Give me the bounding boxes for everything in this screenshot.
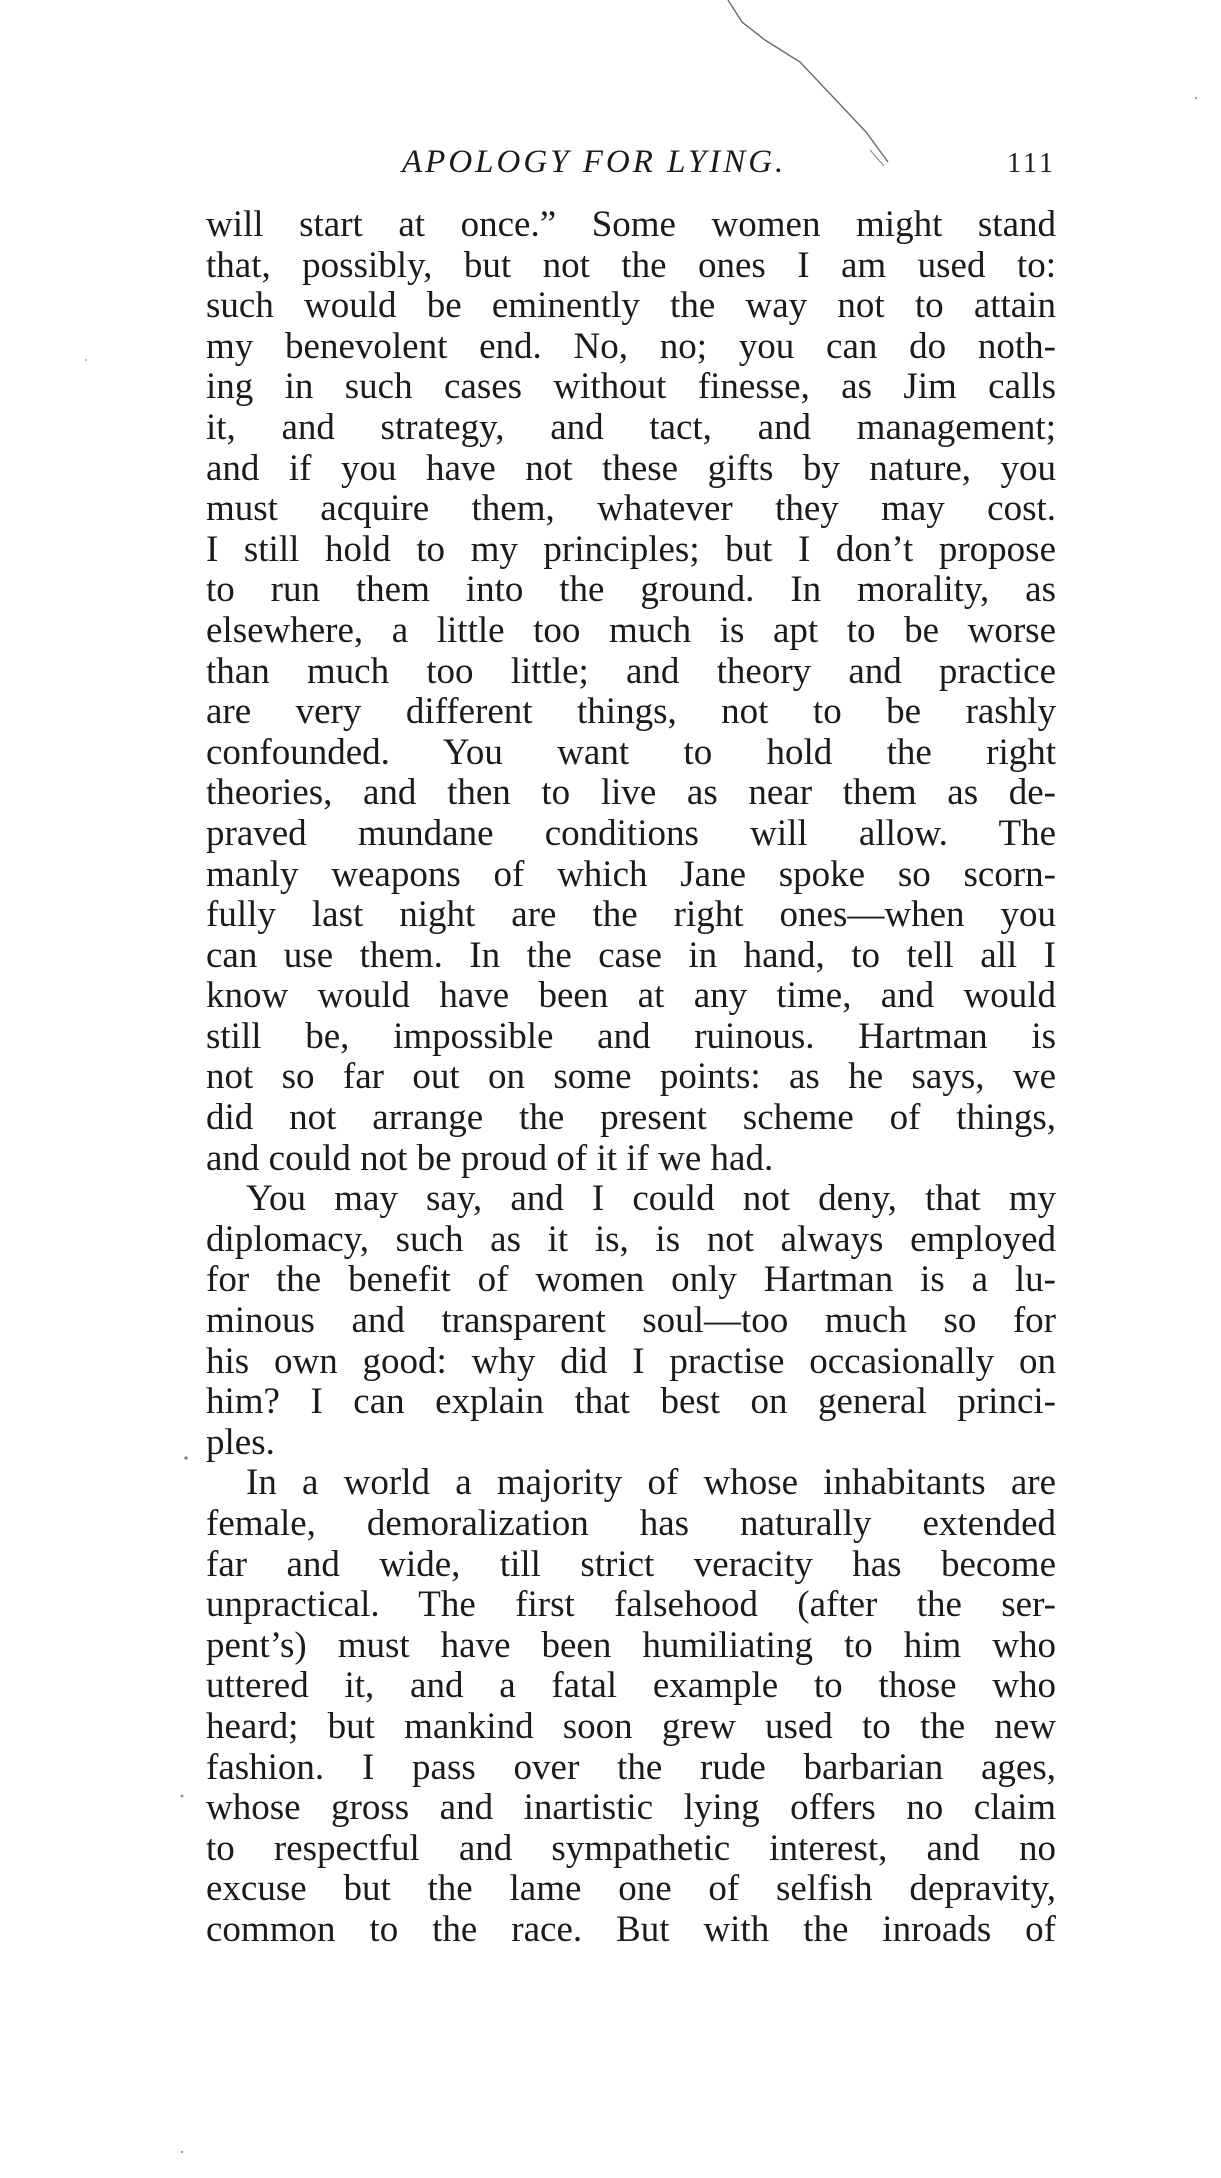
- text-line: know would have been at any time, and would: [206, 975, 1056, 1017]
- text-line: fully last night are the right ones—when you: [206, 894, 1056, 936]
- text-line: to respectful and sympathetic interest, and no: [206, 1827, 1056, 1869]
- running-header: [206, 140, 1056, 184]
- text-line: pent’s) must have been humiliating to him who: [206, 1624, 1056, 1666]
- text-line: elsewhere, a little too much is apt to be worse: [206, 609, 1056, 651]
- text-line: than much too little; and theory and practice: [206, 650, 1056, 692]
- text-line: confounded. You want to hold the right: [206, 731, 1056, 773]
- text-line: unpractical. The first falsehood (after the ser-: [206, 1584, 1056, 1626]
- body-text: [206, 205, 1056, 1951]
- text-line: whose gross and inartistic lying offers no claim: [206, 1787, 1056, 1829]
- text-line: minous and transparent soul—too much so for: [206, 1300, 1056, 1342]
- text-line: manly weapons of which Jane spoke so scorn-: [206, 853, 1056, 895]
- text-line: excuse but the lame one of selfish depravity,: [206, 1868, 1056, 1910]
- text-line: still be, impossible and ruinous. Hartman is: [206, 1015, 1056, 1057]
- text-line: to run them into the ground. In morality, as: [206, 569, 1056, 611]
- text-line: ples.: [206, 1421, 275, 1463]
- text-line: and could not be proud of it if we had.: [206, 1137, 774, 1179]
- text-line: heard; but mankind soon grew used to the new: [206, 1705, 1056, 1747]
- running-title: APOLOGY FOR LYING.: [402, 144, 787, 180]
- text-line: such would be eminently the way not to attain: [206, 285, 1056, 327]
- text-line: that, possibly, but not the ones I am used to:: [206, 244, 1056, 286]
- text-line: not so far out on some points: as he says, we: [206, 1056, 1056, 1098]
- text-line: female, demoralization has naturally extended: [206, 1503, 1056, 1544]
- text-line: can use them. In the case in hand, to tell all I: [206, 934, 1056, 976]
- text-line: I still hold to my principles; but I don’t propose: [206, 528, 1056, 570]
- text-line: theories, and then to live as near them as de-: [206, 772, 1056, 814]
- text-line: You may say, and I could not deny, that my: [246, 1178, 1056, 1220]
- text-line: common to the race. But with the inroads of: [206, 1908, 1056, 1950]
- text-line: praved mundane conditions will allow. The: [206, 812, 1056, 854]
- text-line: and if you have not these gifts by nature, you: [206, 447, 1056, 489]
- text-line: must acquire them, whatever they may cost.: [206, 488, 1056, 530]
- text-line: him? I can explain that best on general princi-: [206, 1381, 1056, 1423]
- text-line: ing in such cases without finesse, as Jim calls: [206, 366, 1056, 408]
- text-line: for the benefit of women only Hartman is a lu-: [206, 1259, 1056, 1301]
- text-line: it, and strategy, and tact, and management;: [206, 406, 1056, 448]
- text-line: are very different things, not to be rashly: [206, 691, 1056, 733]
- text-line: far and wide, till strict veracity has become: [206, 1543, 1056, 1585]
- text-line: did not arrange the present scheme of things,: [206, 1097, 1056, 1139]
- page-number: 111: [1007, 148, 1056, 179]
- text-line: will start at once.” Some women might stand: [206, 204, 1056, 245]
- text-line: diplomacy, such as it is, is not always employed: [206, 1218, 1056, 1260]
- text-line: my benevolent end. No, no; you can do noth-: [206, 325, 1056, 367]
- text-line: uttered it, and a fatal example to those who: [206, 1665, 1056, 1707]
- text-line: fashion. I pass over the rude barbarian ages,: [206, 1746, 1056, 1788]
- text-line: his own good: why did I practise occasionally on: [206, 1340, 1056, 1382]
- text-line: In a world a majority of whose inhabitants are: [246, 1462, 1056, 1504]
